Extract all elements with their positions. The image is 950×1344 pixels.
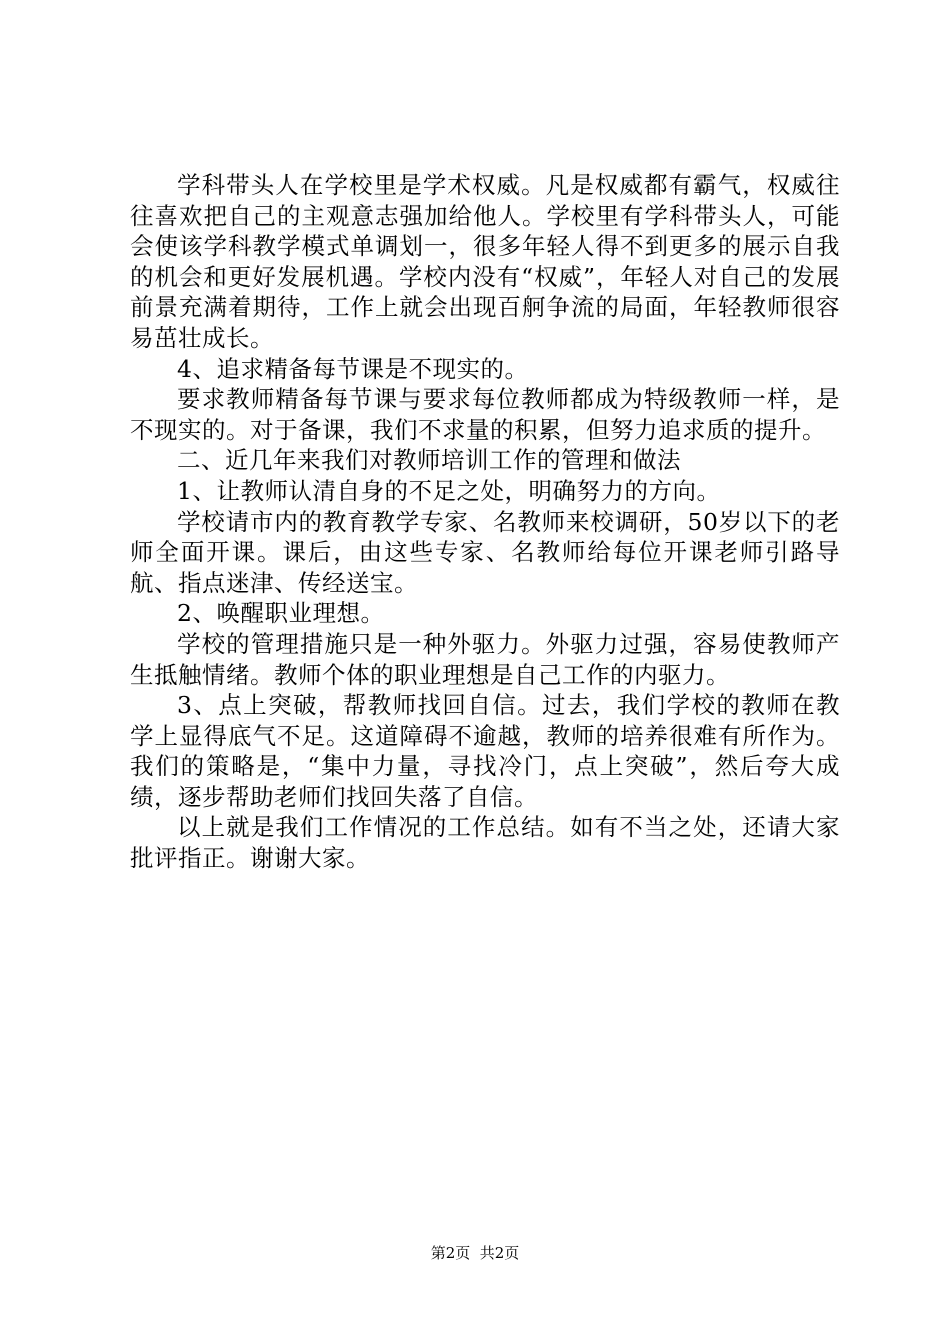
page-footer [0,1243,950,1263]
heading-point-4: 4、追求精备每节课是不现实的。 [177,354,529,383]
paragraph-expert-research: 学校请市内的教育教学专家、名教师来校调研，50岁以下的老师全面开课。课后，由这些专家、名教师给每位开课老师引路导航、指点迷津、传经送宝。 [130,507,840,597]
paragraph-point-3-confidence: 3、点上突破，帮教师找回自信。过去，我们学校的教师在教学上显得底气不足。这道障碍不逾越，教师的培养很难有所作为。我们的策略是，“集中力量，寻找冷门，点上突破”，然后夸大成绩，逐步帮助老师们找回失落了自信。 [130,691,840,811]
heading-point-2: 2、唤醒职业理想。 [177,599,385,628]
page-number-label: 第2页 共2页 [430,1244,520,1262]
heading-point-1: 1、让教师认清自身的不足之处，明确努力的方向。 [177,476,721,505]
paragraph-lesson-preparation: 要求教师精备每节课与要求每位教师都成为特级教师一样，是不现实的。对于备课，我们不求量的积累，但努力追求质的提升。 [130,385,840,444]
paragraph-career-ideal: 学校的管理措施只是一种外驱力。外驱力过强，容易使教师产生抵触情绪。教师个体的职业理想是自己工作的内驱力。 [130,629,840,689]
paragraph-academic-authority: 学科带头人在学校里是学术权威。凡是权威都有霸气，权威往往喜欢把自己的主观意志强加给他人。学校里有学科带头人，可能会使该学科教学模式单调划一，很多年轻人得不到更多的展示自我的机会和更好发展机遇。学校内没有“权威”，年轻人对自己的发展前景充满着期待，工作上就会出现百舸争流的局面，年轻教师很容易茁壮成长。 [130,171,840,352]
paragraph-closing: 以上就是我们工作情况的工作总结。如有不当之处，还请大家批评指正。谢谢大家。 [130,813,840,873]
document-body [130,170,840,874]
section-heading-training-management: 二、近几年来我们对教师培训工作的管理和做法 [177,446,681,475]
